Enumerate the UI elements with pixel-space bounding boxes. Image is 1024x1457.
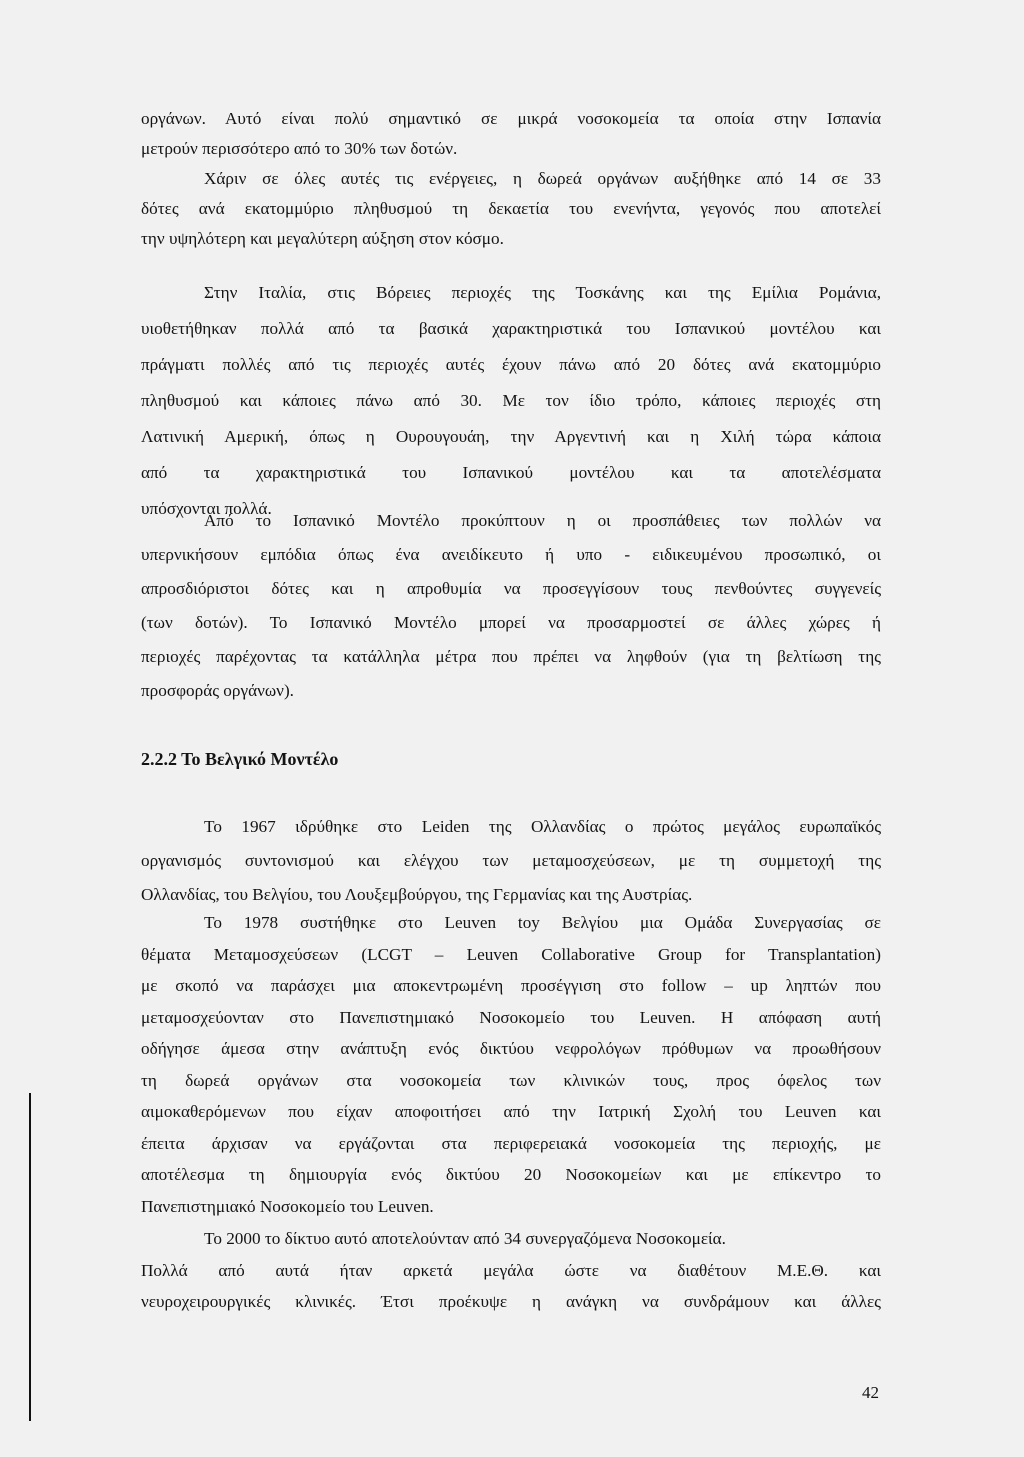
paragraph-italy	[141, 275, 881, 527]
text-line: Από το Ισπανικό Μοντέλο προκύπτουν η οι προσπάθειες των πολλών να	[204, 511, 881, 530]
text-line: αιμοκαθερόμενων που είχαν αποφοιτήσει από την Ιατρική Σχολή του Leuven και	[141, 1102, 881, 1121]
paragraph-spanish-model	[141, 504, 881, 708]
text-line: περιοχές παρέχοντας τα κατάλληλα μέτρα που πρέπει να ληφθούν (για τη βελτίωση της	[141, 647, 881, 666]
text-line: θέματα Μεταμοσχεύσεων (LCGT – Leuven Collaborative Group for Transplantation)	[141, 944, 881, 964]
text-line: την υψηλότερη και μεγαλύτερη αύξηση στον κόσμο.	[141, 229, 504, 248]
text-line: Ολλανδίας, του Βελγίου, του Λουξεμβούργου, της Γερμανίας και της Αυστρίας.	[141, 885, 693, 904]
text-line: πράγματι πολλές από τις περιοχές αυτές έχουν πάνω από 20 δότες ανά εκατομμύριο	[141, 355, 881, 374]
text-line: από τα χαρακτηριστικά του Ισπανικού μοντέλου και τα αποτελέσματα	[141, 463, 881, 482]
margin-rule	[29, 1093, 31, 1421]
text-line: με σκοπό να παράσχει μια αποκεντρωμένη προσέγγιση στο follow – up ληπτών που	[141, 976, 881, 995]
text-line: πληθυσμού και κάποιες πάνω από 30. Με τον ίδιο τρόπο, κάποιες περιοχές στη	[141, 391, 881, 410]
text-line: οργανισμός συντονισμού και ελέγχου των μεταμοσχεύσεων, με τη συμμετοχή της	[141, 851, 881, 870]
text-line: μετρούν περισσότερο από το 30% των δοτών.	[141, 139, 458, 158]
text-line: έπειτα άρχισαν να εργάζονται στα περιφερειακά νοσοκομεία της περιοχής, με	[141, 1133, 881, 1153]
text-line: αποτέλεσμα τη δημιουργία ενός δικτύου 20 Νοσοκομείων και με επίκεντρο το	[141, 1165, 881, 1184]
page-number: 42	[862, 1383, 879, 1402]
text-line: Χάριν σε όλες αυτές τις ενέργειες, η δωρεά οργάνων αυξήθηκε από 14 σε 33	[204, 169, 881, 188]
text-line: προσφοράς οργάνων).	[141, 681, 294, 700]
text-line: υπερνικήσουν εμπόδια όπως ένα ανειδίκευτο ή υπο - ειδικευμένου προσωπικό, οι	[141, 545, 881, 564]
text-line: Το 1978 συστήθηκε στο Leuven toy Βελγίου μια Ομάδα Συνεργασίας σε	[204, 913, 881, 932]
text-line: απροσδιόριστοι δότες και η απροθυμία να προσεγγίσουν τους πενθούντες συγγενείς	[141, 579, 881, 598]
section-heading: 2.2.2 Το Βελγικό Μοντέλο	[141, 749, 339, 769]
text-line: υπόσχονται πολλά.	[141, 499, 272, 518]
text-line: Στην Ιταλία, στις Βόρειες περιοχές της Τοσκάνης και της Εμίλια Ρομάνια,	[204, 283, 881, 302]
text-line: μεταμοσχεύονταν στο Πανεπιστημιακό Νοσοκομείο του Leuven. Η απόφαση αυτή	[141, 1007, 881, 1027]
paragraph-spain-end	[141, 104, 881, 164]
paragraph-leuven	[141, 907, 881, 1222]
paragraph-donation-growth	[141, 164, 881, 254]
text-line: δότες ανά εκατομμύριο πληθυσμού τη δεκαετία του ενενήντα, γεγονός που αποτελεί	[141, 199, 881, 218]
text-line: οργάνων. Αυτό είναι πολύ σημαντικό σε μικρά νοσοκομεία τα οποία στην Ισπανία	[141, 109, 881, 128]
text-line: Πολλά από αυτά ήταν αρκετά μεγάλα ώστε να διαθέτουν Μ.Ε.Θ. και	[141, 1260, 881, 1280]
text-line: Το 2000 το δίκτυο αυτό αποτελούνταν από 34 συνεργαζόμενα Νοσοκομεία.	[204, 1229, 726, 1248]
paragraph-2000	[141, 1223, 881, 1318]
text-line: υιοθετήθηκαν πολλά από τα βασικά χαρακτηριστικά του Ισπανικού μοντέλου και	[141, 319, 881, 338]
text-line: (των δοτών). Το Ισπανικό Μοντέλο μπορεί να προσαρμοστεί σε άλλες χώρες ή	[141, 613, 881, 632]
text-line: νευροχειρουργικές κλινικές. Έτσι προέκυψε η ανάγκη να συνδράμουν και άλλες	[141, 1292, 881, 1311]
text-line: Το 1967 ιδρύθηκε στο Leiden της Ολλανδίας ο πρώτος μεγάλος ευρωπαϊκός	[204, 817, 881, 836]
text-line: οδήγησε άμεσα στην ανάπτυξη ενός δικτύου νεφρολόγων πρόθυμων να προωθήσουν	[141, 1039, 881, 1058]
text-line: Λατινική Αμερική, όπως η Ουρουγουάη, την Αργεντινή και η Χιλή τώρα κάποια	[141, 427, 881, 446]
text-line: τη δωρεά οργάνων στα νοσοκομεία των κλινικών τους, προς όφελος των	[141, 1070, 881, 1090]
paragraph-leiden	[141, 810, 881, 912]
text-line: Πανεπιστημιακό Νοσοκομείο του Leuven.	[141, 1196, 434, 1216]
